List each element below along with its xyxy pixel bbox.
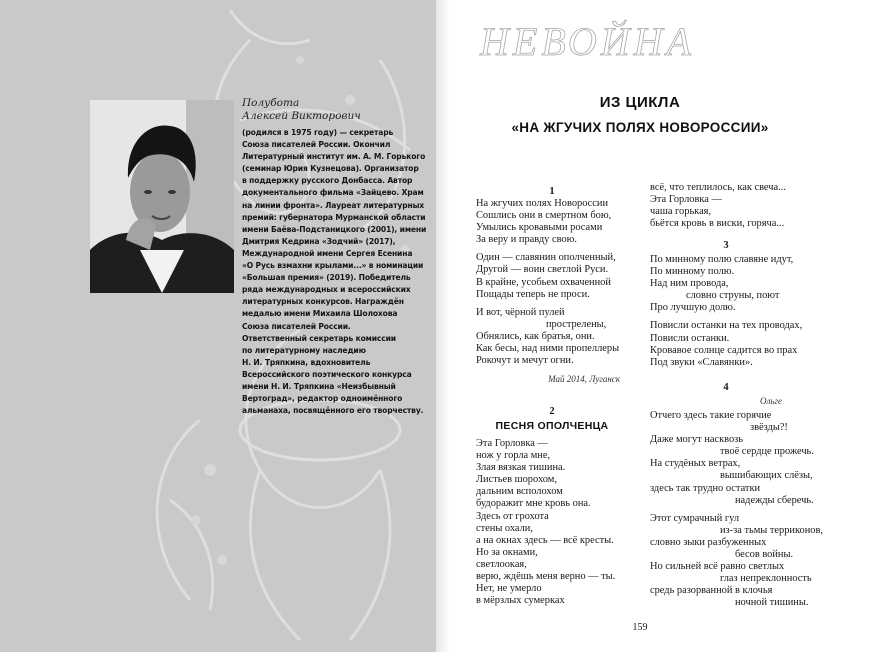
poem-line: светлоокая, bbox=[476, 558, 527, 570]
author-given-names: Алексей Викторович bbox=[242, 110, 361, 122]
poem-3-number: 3 bbox=[723, 240, 729, 251]
poem-line: Этот сумрачный гул bbox=[650, 512, 740, 524]
bio-line: «О Русь взмахни крылами...» в номинации bbox=[242, 261, 424, 271]
poem-2-text bbox=[476, 438, 615, 607]
poem-4-number: 4 bbox=[723, 382, 729, 393]
poem-line: Один — славянин ополченный, bbox=[476, 252, 616, 264]
poem-line: будоражит мне кровь она. bbox=[476, 498, 591, 510]
poem-line: словно струны, поют bbox=[686, 290, 780, 302]
poem-line: глаз непреклонность bbox=[720, 573, 812, 585]
poem-line: Рокочут и мечут огни. bbox=[476, 355, 574, 367]
poem-line: верю, ждёшь меня верно — ты. bbox=[476, 571, 616, 583]
poem-4-dedication: Ольге bbox=[760, 396, 783, 406]
poem-line: Про лучшую долю. bbox=[650, 302, 736, 314]
bio-line: Всероссийского поэтического конкурса bbox=[242, 369, 412, 379]
poem-line: бесов войны. bbox=[735, 549, 794, 561]
poem-line: Другой — воин светлой Руси. bbox=[476, 264, 609, 276]
poem-line: Под звуки «Славянки». bbox=[650, 356, 753, 368]
bio-line: (семинар Юрия Кузнецова). Организатор bbox=[242, 164, 419, 174]
poem-line: Здесь от грохота bbox=[476, 510, 549, 522]
poem-line: прострелены, bbox=[546, 318, 607, 330]
poem-line: вышибающих слёзы, bbox=[720, 470, 813, 482]
bio-line: (родился в 1975 году) — секретарь bbox=[242, 128, 394, 137]
poem-line: Обнялись, как братья, они. bbox=[476, 330, 595, 342]
poem-line: Даже могут насквозь bbox=[650, 434, 744, 446]
poem-4-text bbox=[650, 410, 823, 610]
bio-line: по литературному наследию bbox=[242, 345, 366, 355]
poem-line: всё, что теплилось, как свеча... bbox=[650, 182, 786, 193]
author-name bbox=[242, 97, 422, 123]
bio-line: Международной имени Сергея Есенина bbox=[242, 248, 413, 258]
poem-line: И вот, чёрной пулей bbox=[476, 306, 565, 318]
poem-1-number: 1 bbox=[549, 186, 555, 197]
bio-line: медалью имени Михаила Шолохова bbox=[242, 309, 398, 319]
poem-line: Листьев шорохом, bbox=[476, 474, 557, 486]
poem-3-text bbox=[650, 254, 802, 369]
poem-line: из-за тьмы терриконов, bbox=[720, 524, 823, 536]
bio-line: Союза писателей России. Окончил bbox=[242, 140, 391, 150]
poem-line: Как бесы, над ними пропеллеры bbox=[476, 343, 620, 355]
bio-line: Союза писателей России. bbox=[242, 321, 351, 331]
poem-2-continuation bbox=[650, 182, 786, 230]
poem-line: Злая вязкая тишина. bbox=[476, 462, 566, 474]
poem-line: звёзды?! bbox=[750, 422, 788, 434]
poem-line: дальним всполохом bbox=[476, 486, 563, 498]
poem-line: Отчего здесь такие горячие bbox=[650, 410, 772, 421]
bio-line: имени Н. И. Тряпкина «Неизбывный bbox=[242, 381, 396, 391]
author-biography bbox=[242, 127, 430, 417]
poem-line: Но за окнами, bbox=[476, 546, 538, 558]
poem-line: По минному полю славяне идут, bbox=[650, 254, 794, 265]
poem-line: средь разорванной в клочья bbox=[650, 585, 773, 597]
poem-line: Повисли останки. bbox=[650, 332, 730, 344]
poem-line: ночной тишины. bbox=[735, 597, 809, 609]
poem-line: Эта Горловка — bbox=[650, 194, 722, 206]
poem-line: Но сильней всё равно светлых bbox=[650, 561, 785, 573]
bio-line: ряда международных и всероссийских bbox=[242, 285, 411, 295]
bio-line: документального фильма «Зайцево. Храм bbox=[242, 188, 424, 198]
poem-line: надежды сберечь. bbox=[735, 494, 814, 506]
cycle-title-line-2: «НА ЖГУЧИХ ПОЛЯХ НОВОРОССИИ» bbox=[511, 120, 769, 135]
bio-line: «Большая премия» (2019). Победитель bbox=[242, 273, 411, 283]
poem-line: в мёрзлых сумерках bbox=[476, 595, 565, 607]
poem-line: Сошлись они в смертном бою, bbox=[476, 210, 612, 222]
cycle-title-line-1: ИЗ ЦИКЛА bbox=[599, 94, 681, 111]
bio-line: литературных конкурсов. Награждён bbox=[242, 297, 404, 307]
author-surname: Полубота bbox=[242, 97, 300, 109]
poem-line: Эта Горловка — bbox=[476, 438, 548, 449]
bio-line: премий: губернатора Мурманской области bbox=[242, 212, 426, 222]
poem-line: Кровавое солнце садится во прах bbox=[650, 344, 798, 356]
poem-2-title: ПЕСНЯ ОПОЛЧЕНЦА bbox=[495, 420, 609, 432]
bio-line: Вертоград», редактор одноимённого bbox=[242, 394, 403, 404]
poem-line: Нет, не умерло bbox=[476, 583, 542, 595]
bio-line: Ответственный секретарь комиссии bbox=[242, 333, 396, 343]
bio-line: Дмитрия Кедрина «Зодчий» (2017), bbox=[242, 236, 396, 246]
bio-line: Литературный институт им. А. М. Горького bbox=[242, 152, 426, 162]
page-gutter-shadow bbox=[436, 0, 450, 652]
poem-1-date: Май 2014, Луганск bbox=[548, 374, 620, 384]
page-number: 159 bbox=[632, 622, 648, 633]
poem-line: Пощады теперь не проси. bbox=[476, 288, 590, 300]
poem-1-text bbox=[476, 198, 619, 367]
poem-line: а на окнах здесь — всё кресты. bbox=[476, 534, 614, 546]
poem-line: За веру и правду свою. bbox=[476, 234, 577, 246]
poem-line: Повисли останки на тех проводах, bbox=[650, 320, 803, 332]
bio-line: имени Баёва-Подстаницкого (2001), имени bbox=[242, 224, 427, 234]
bio-line: альманаха, посвящённого его творчеству. bbox=[242, 406, 424, 416]
poem-line: На жгучих полях Новороссии bbox=[476, 198, 609, 209]
poem-line: нож у горла мне, bbox=[476, 450, 551, 462]
poem-line: твоё сердце прожечь. bbox=[720, 446, 814, 458]
bio-line: на линии фронта». Лауреат литературных bbox=[242, 200, 425, 210]
poem-line: здесь так трудно остатки bbox=[650, 482, 761, 494]
section-header: НЕВОЙНА bbox=[480, 19, 695, 64]
poem-line: На студёных ветрах, bbox=[650, 458, 741, 470]
poem-line: бьётся кровь в виски, горяча... bbox=[650, 218, 785, 230]
poem-line: В крайне, усобьем охваченной bbox=[476, 276, 611, 288]
author-photo bbox=[90, 100, 234, 293]
poem-line: Над ним провода, bbox=[650, 278, 729, 290]
poem-line: чаша горькая, bbox=[650, 206, 712, 218]
bio-line: Н. И. Тряпкина, вдохновитель bbox=[242, 357, 371, 367]
bio-line: в поддержку русского Донбасса. Автор bbox=[242, 176, 413, 186]
poem-line: стены охали, bbox=[476, 522, 533, 534]
poem-line: Умылись кровавыми росами bbox=[476, 222, 603, 234]
poem-line: словно зыки разбуженных bbox=[650, 536, 767, 548]
poem-2-number: 2 bbox=[549, 406, 555, 417]
poem-line: По минному полю. bbox=[650, 266, 735, 278]
